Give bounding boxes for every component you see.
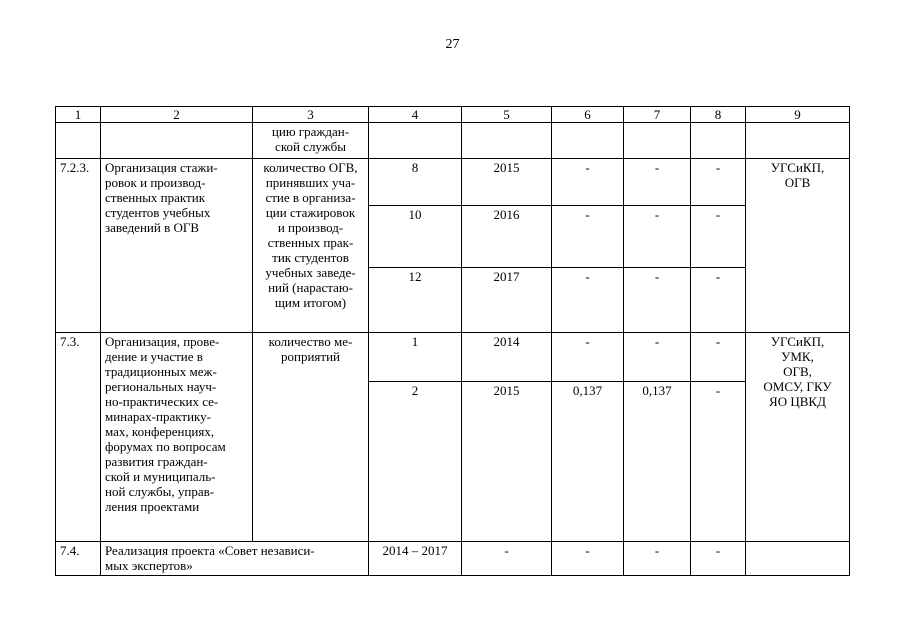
header-row bbox=[56, 107, 850, 123]
item-name: Организация, прове- дение и участие в традиционных меж- региональных науч- но-практических се- минарах-практику- мах, конференциях, форумах по вопросам развития граждан- ской и муниципаль- ной службы, управ- ления проектами bbox=[101, 333, 253, 542]
item-name: Организация стажи- ровок и производ- ственных практик студентов учебных заведений в ОГВ bbox=[101, 159, 253, 333]
funding-cell: - bbox=[691, 382, 746, 542]
funding-cell: - bbox=[624, 206, 691, 268]
funding-cell: - bbox=[691, 268, 746, 333]
indicator-cell: количество ме- роприятий bbox=[253, 333, 369, 542]
target-value: 8 bbox=[369, 159, 462, 206]
page-number: 27 bbox=[445, 37, 460, 52]
header-cell: 8 bbox=[691, 107, 746, 123]
plan-table bbox=[55, 106, 850, 576]
executors-cell bbox=[746, 542, 850, 576]
year-cell: 2014 bbox=[462, 333, 552, 382]
period-cell: 2014 – 2017 bbox=[369, 542, 462, 576]
funding-cell: - bbox=[552, 206, 624, 268]
table-row bbox=[56, 333, 850, 382]
target-value: 10 bbox=[369, 206, 462, 268]
year-cell: 2016 bbox=[462, 206, 552, 268]
funding-cell: 0,137 bbox=[624, 382, 691, 542]
executors-cell: УГСиКП, ОГВ bbox=[746, 159, 850, 333]
funding-cell: - bbox=[691, 542, 746, 576]
item-name: Реализация проекта «Совет независи- мых экспертов» bbox=[101, 542, 369, 576]
continuation-text: цию граждан- ской службы bbox=[271, 124, 350, 154]
target-value: 1 bbox=[369, 333, 462, 382]
target-value: 2 bbox=[369, 382, 462, 542]
table-row-continuation bbox=[56, 123, 850, 159]
item-number: 7.4. bbox=[56, 542, 101, 576]
funding-cell: - bbox=[624, 542, 691, 576]
header-cell: 9 bbox=[746, 107, 850, 123]
item-number: 7.2.3. bbox=[56, 159, 101, 333]
year-cell: 2015 bbox=[462, 159, 552, 206]
year-cell: 2015 bbox=[462, 382, 552, 542]
funding-cell: - bbox=[691, 206, 746, 268]
funding-cell: - bbox=[624, 333, 691, 382]
header-cell: 4 bbox=[369, 107, 462, 123]
table-row bbox=[56, 542, 850, 576]
header-cell: 5 bbox=[462, 107, 552, 123]
funding-cell: - bbox=[624, 268, 691, 333]
header-cell: 1 bbox=[56, 107, 101, 123]
item-number: 7.3. bbox=[56, 333, 101, 542]
year-cell: 2017 bbox=[462, 268, 552, 333]
funding-cell: 0,137 bbox=[552, 382, 624, 542]
indicator-cell: количество ОГВ, принявших уча- стие в организа- ции стажировок и производ- ственных прак- тик студентов учебных заведе- ний (нарастаю- щим итогом) bbox=[253, 159, 369, 333]
funding-cell: - bbox=[552, 333, 624, 382]
executors-cell: УГСиКП, УМК, ОГВ, ОМСУ, ГКУ ЯО ЦВКД bbox=[746, 333, 850, 542]
table-row bbox=[56, 159, 850, 206]
funding-cell: - bbox=[624, 159, 691, 206]
funding-cell: - bbox=[552, 542, 624, 576]
header-cell: 6 bbox=[552, 107, 624, 123]
indicator-cell bbox=[253, 123, 369, 159]
funding-cell: - bbox=[691, 333, 746, 382]
header-cell: 7 bbox=[624, 107, 691, 123]
header-cell: 2 bbox=[101, 107, 253, 123]
header-cell: 3 bbox=[253, 107, 369, 123]
funding-cell: - bbox=[691, 159, 746, 206]
funding-cell: - bbox=[462, 542, 552, 576]
funding-cell: - bbox=[552, 268, 624, 333]
target-value: 12 bbox=[369, 268, 462, 333]
funding-cell: - bbox=[552, 159, 624, 206]
